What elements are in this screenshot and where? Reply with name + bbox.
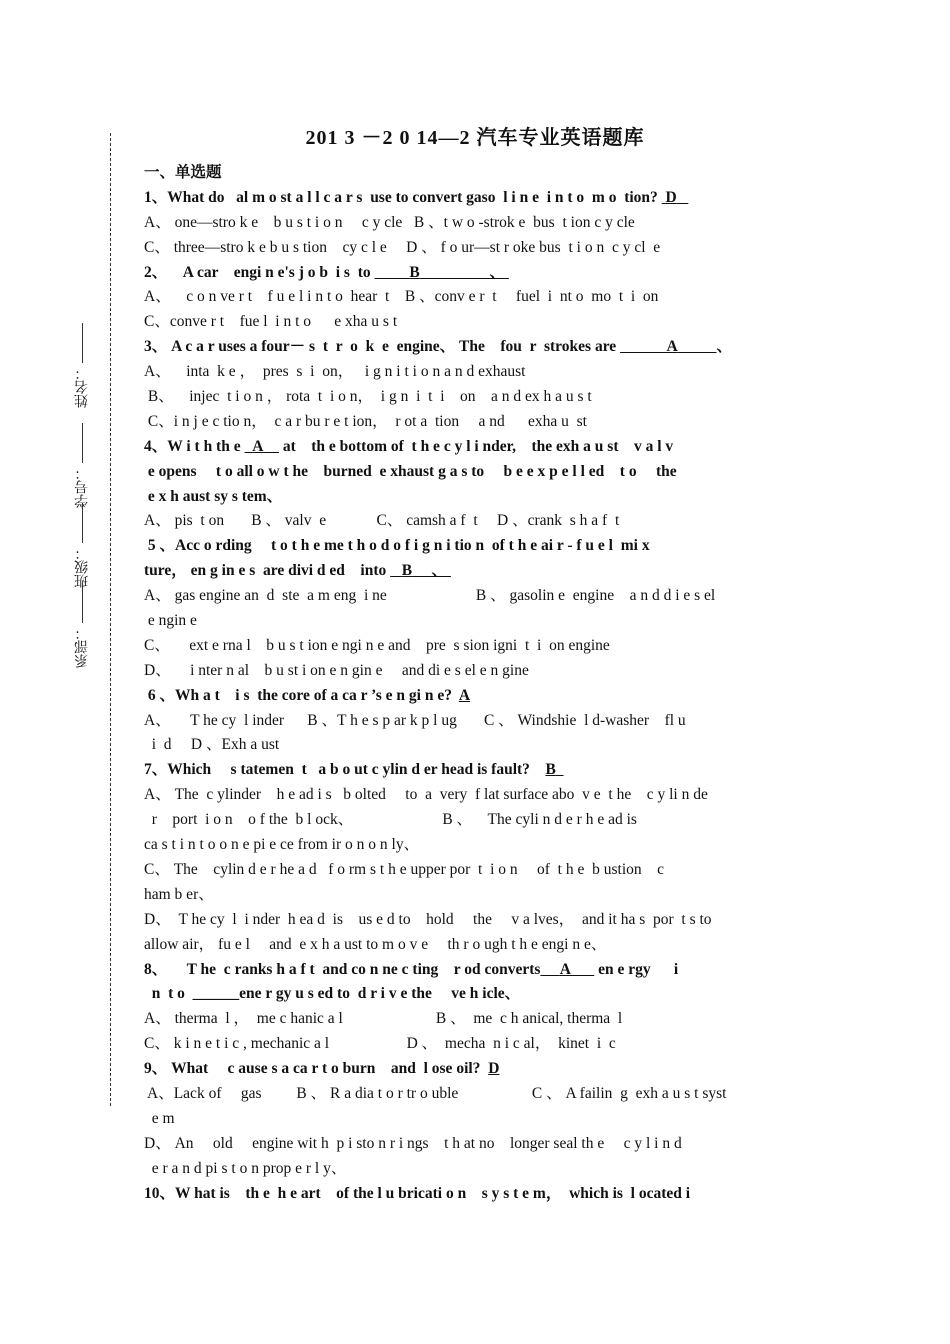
department-field-label (68, 580, 98, 668)
question-7-option-line: ham b er、 (144, 885, 214, 903)
question-2-option-line: A、 c o n ve r t f u e l i n t o hear t B 、conv e r t fuel i nt o mo t i on (144, 288, 659, 306)
question-7-option-line: r port i o n o f the b l ock、 B 、 The cyli n d e r h e ad is (144, 811, 637, 829)
question-1-option-line: C、 three—stro k e b u s tion cy c l e D 、 f o ur—st r oke bus t i o n c y cl e (144, 238, 661, 256)
question-3-option-line: B、 injec t i o n ， rota t i o n， i g n i t i on a n d ex h a u s t (144, 388, 592, 406)
question-1-text: 1、What do al m o st a l l c a r s use to convert gaso l i n e i n t o m o tion? (144, 188, 662, 206)
student-id-label-text: 学号： (75, 466, 91, 508)
student-id-field-label (68, 420, 98, 508)
question-5-answer: B 、 (401, 562, 451, 580)
question-7-option-line: ca s t i n t o o n e pi e ce from ir o n o n ly、 (144, 836, 420, 854)
question-6-option-line: i d D 、Exh a ust (144, 736, 280, 754)
question-2 (144, 261, 806, 286)
question-2-text: 2、 A car engi n e's j o b i s to (144, 263, 375, 281)
question-9-option-line: e m (144, 1109, 175, 1127)
question-6-text: 6 、Wh a t i s the core of a ca r ’s e n gi n e? (144, 686, 459, 704)
question-5-option-line: e ngin e (144, 612, 197, 630)
question-8-text: 8、 T he c ranks h a f t and co n ne c ting r od converts (144, 960, 541, 978)
department-blank (82, 583, 84, 623)
question-4-line: e opens t o all o w t he burned e xhaust g a s to b e e x p e l l ed t o the (144, 462, 677, 480)
name-field-label (68, 320, 98, 408)
question-9-option-line: e r a n d pi s t o n prop e r l y、 (144, 1159, 347, 1177)
question-8-text-cont: en e rgy i (594, 960, 679, 978)
question-1 (144, 186, 806, 211)
question-1-option-line: A、 one—stro k e b u s t i o n c y cle B 、t w o -strok e bus t ion c y cle (144, 213, 635, 231)
question-7-text: 7、Which s tatemen t a b o ut c ylin d er head is fault? (144, 761, 546, 779)
question-1-answer: D (665, 188, 677, 206)
question-7 (144, 758, 806, 783)
question-4-text: 4、W i t h th e (144, 437, 245, 455)
binding-dashed-line (110, 133, 111, 1106)
question-4-answer: A (252, 437, 264, 455)
question-5: 5 、Acc o rding t o t h e me t h o d o f i g n i tio n of t h e ai r - f u e l mi x (144, 537, 650, 555)
question-5-option-line: C、 ext e rna l b u s t ion e ngi n e and pre s sion igni t i on engine (144, 636, 610, 654)
question-4-text-cont: at th e bottom of t h e c y l i nder, the exh a u st v a l v (278, 437, 674, 455)
question-3-answer: A (666, 338, 678, 356)
question-5-text: ture， en g in e s are divi d ed into (144, 562, 391, 580)
question-7-option-line: allow air， fu e l and e x h a ust to m o v e th r o ugh t h e engi n e、 (144, 935, 607, 953)
question-7-option-line: A、 The c ylinder h e ad i s b olted to a very f lat surface abo v e t he c y li n de (144, 786, 708, 804)
question-8-option-line: A、 therma l ， me c hanic a l B 、 me c h anical, therma l (144, 1010, 623, 1028)
class-field-label (68, 500, 98, 588)
question-3-option-line: A、 inta k e ， pres s i on， i g n i t i o n a n d exhaust (144, 363, 526, 381)
question-4-option-line: A、 pis t on B 、 valv e C、 camsh a f t D 、crank s h a f t (144, 512, 620, 530)
class-blank (82, 503, 84, 543)
question-9-answer: D (488, 1060, 500, 1078)
question-8-line: n t o ______ene r gy u s ed to d r i v e the ve h icle、 (144, 985, 521, 1003)
page-title: 201 3 －2 0 14—2 汽车专业英语题库 (305, 127, 645, 149)
department-label-text: 系部： (75, 626, 91, 668)
question-8-answer: A (559, 960, 571, 978)
class-label-text: 班级： (75, 546, 91, 588)
question-3: 3、 A c a r uses a four－ s t r o k e engine、 The fou r strokes are A 、 (144, 338, 733, 356)
question-7-answer: B (545, 761, 556, 779)
question-10: 10、W hat is th e h e art of the l u bricati o n s y s t e m， which is l ocated i (144, 1184, 691, 1202)
question-4 (144, 435, 806, 460)
section-heading: 一、单选题 (144, 164, 222, 181)
question-3-option-line: C、i n j e c tio n， c a r bu r e t ion， r ot a tion a nd exha u st (144, 412, 587, 430)
question-2-option-line: C、conve r t fue l i n t o e xha u s t (144, 313, 398, 331)
question-9-option-line: A、Lack of gas B 、 R a dia t o r tr o uble C 、 A failin g exh a u s t syst (144, 1084, 727, 1102)
question-6-option-line: A、 T he cy l inder B 、T h e s p ar k p l ug C 、 Windshie l d-washer fl u (144, 711, 686, 729)
question-7-option-line: D、 T he cy l i nder h ea d is us e d to hold the v a lves， and it ha s por t s to (144, 910, 712, 928)
question-7-option-line: C、 The cylin d e r he a d f o rm s t h e upper por t i o n of t h e b ustion c (144, 860, 665, 878)
question-5-line (144, 559, 806, 584)
question-6-answer: A (458, 686, 471, 704)
question-9-text: 9、 What c ause s a ca r t o burn and l ose oil? (144, 1060, 489, 1078)
question-2-answer: B 、 (409, 263, 509, 281)
question-9-option-line: D、 An old engine wit h p i sto n r i ngs t h at no longer seal th e c y l i n d (144, 1134, 682, 1152)
question-5-option-line: D、 i nter n al b u st i on e n gin e and di e s el e n gine (144, 661, 529, 679)
name-blank (82, 323, 84, 363)
question-8-option-line: C、 k i n e t i c , mechanic a l D 、 mecha n i c al， kinet i c (144, 1035, 616, 1053)
question-8 (144, 958, 806, 983)
name-label-text: 姓名： (75, 366, 91, 408)
question-5-option-line: A、 gas engine an d ste a m eng i ne B 、 gasolin e engine a n d d i e s el (144, 587, 716, 605)
question-9 (144, 1057, 806, 1082)
question-4-line: e x h aust sy s tem、 (144, 487, 283, 505)
question-3-text: 3、 A c a r uses a four－ s t r o k e engine、 The fou r strokes are (144, 338, 621, 356)
student-id-blank (82, 423, 84, 463)
question-6 (144, 684, 806, 709)
question-bank (144, 161, 806, 1206)
